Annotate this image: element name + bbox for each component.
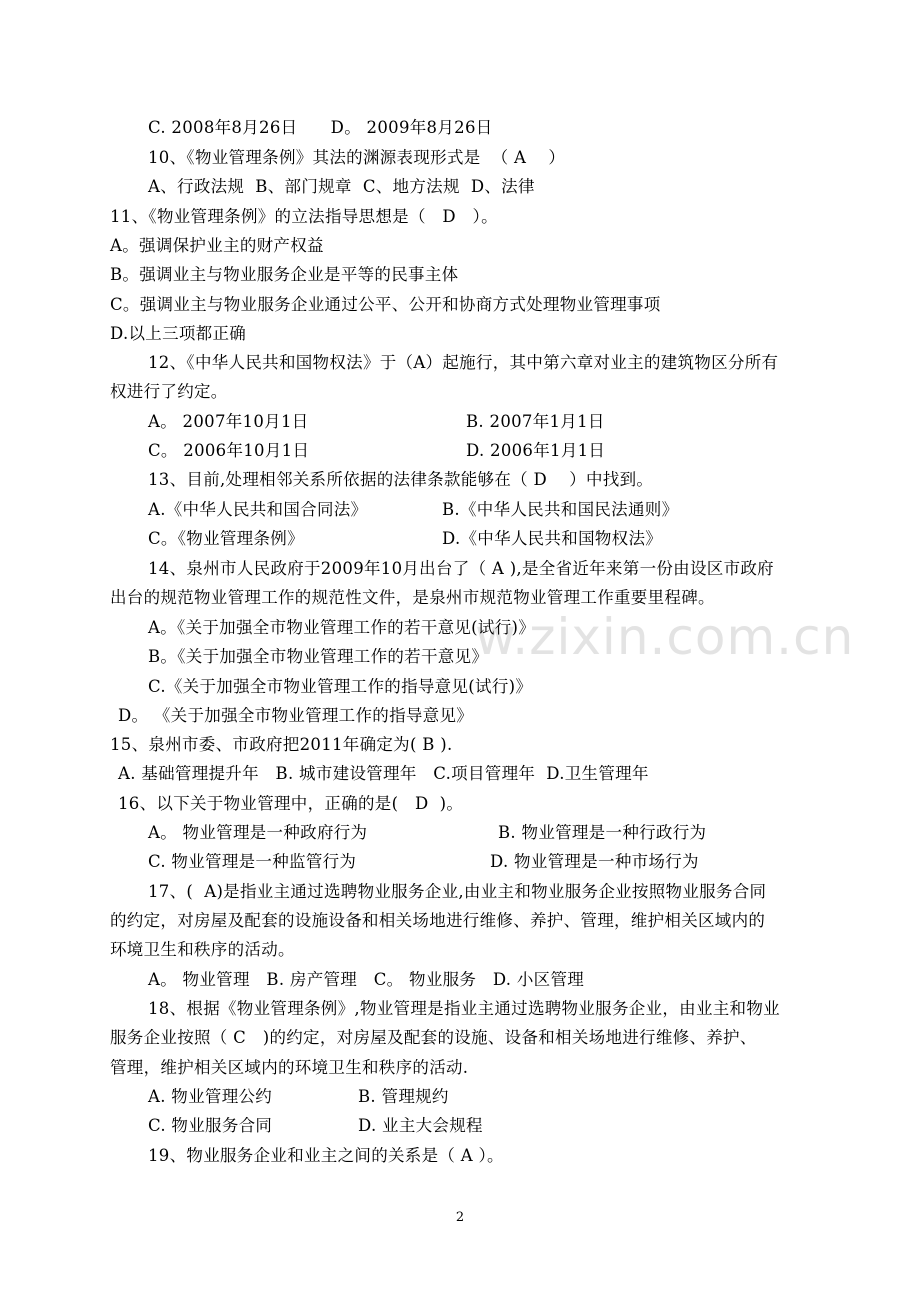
option-18a: A. 物业管理公约 <box>148 1087 273 1106</box>
option-13b: B.《中华人民共和国民法通则》 <box>442 500 679 519</box>
question-18-cont2: 管理，维护相关区域内的环境卫生和秩序的活动. <box>110 1058 469 1077</box>
option-12b: B. 2007年1月1日 <box>466 412 605 431</box>
option-13a: A.《中华人民共和国合同法》 <box>148 500 368 519</box>
question-14-cont: 出台的规范物业管理工作的规范性文件，是泉州市规范物业管理工作重要里程碑。 <box>110 588 715 607</box>
question-15: 15、泉州市委、市政府把2011年确定为( B ). <box>110 735 453 754</box>
option-18b: B. 管理规约 <box>358 1087 449 1106</box>
question-14: 14、泉州市人民政府于2009年10月出台了（ A ),是全省近年来第一份由设区市政府 <box>148 559 774 578</box>
option-14d: D。 《关于加强全市物业管理工作的指导意见》 <box>118 706 474 725</box>
question-10: 10、《物业管理条例》其法的渊源表现形式是 （ A ） <box>148 148 566 167</box>
question-12: 12、《中华人民共和国物权法》于（A）起施行，其中第六章对业主的建筑物区分所有 <box>148 353 779 372</box>
option-13c: C。《物业管理条例》 <box>148 529 304 548</box>
options-15: A. 基础管理提升年 B. 城市建设管理年 C.项目管理年 D.卫生管理年 <box>118 764 649 783</box>
option-12d: D. 2006年1月1日 <box>466 441 606 460</box>
question-17-cont2: 环境卫生和秩序的活动。 <box>110 940 295 959</box>
question-19: 19、物业服务企业和业主之间的关系是（ A ）。 <box>148 1146 504 1165</box>
option-11c: C。强调业主与物业服务企业通过公平、公开和协商方式处理物业管理事项 <box>110 295 661 314</box>
option-16d: D. 物业管理是一种市场行为 <box>490 852 699 871</box>
option-12c: C。 2006年10月1日 <box>148 441 310 460</box>
question-18: 18、根据《物业管理条例》,物业管理是指业主通过选聘物业服务企业，由业主和物业 <box>148 999 780 1018</box>
option-14a: A。《关于加强全市物业管理工作的若干意见(试行)》 <box>148 618 536 637</box>
option-13d: D.《中华人民共和国物权法》 <box>442 529 663 548</box>
question-18-cont1: 服务企业按照（ C )的约定，对房屋及配套的设施、设备和相关场地进行维修、养护、 <box>110 1028 757 1047</box>
question-12-cont: 权进行了约定。 <box>110 382 228 401</box>
option-12a: A。 2007年10月1日 <box>148 412 309 431</box>
options-10: A、行政法规 B、部门规章 C、地方法规 D、法律 <box>148 177 535 196</box>
option-11a: A。强调保护业主的财产权益 <box>110 236 324 255</box>
question-16: 16、以下关于物业管理中，正确的是( D )。 <box>118 794 464 813</box>
option-16c: C. 物业管理是一种监管行为 <box>148 852 357 871</box>
option-14b: B。《关于加强全市物业管理工作的若干意见》 <box>148 647 489 666</box>
option-18c: C. 物业服务合同 <box>148 1116 273 1135</box>
question-17: 17、( A)是指业主通过选聘物业服务企业,由业主和物业服务企业按照物业服务合同 <box>148 882 767 901</box>
option-11d: D.以上三项都正确 <box>110 324 247 343</box>
page-number: 2 <box>455 1210 465 1225</box>
option-14c: C.《关于加强全市物业管理工作的指导意见(试行)》 <box>148 677 533 696</box>
option-11b: B。强调业主与物业服务企业是平等的民事主体 <box>110 265 459 284</box>
options-17: A。 物业管理 B. 房产管理 C。 物业服务 D. 小区管理 <box>148 970 585 989</box>
question-13: 13、目前,处理相邻关系所依据的法律条款能够在（ D ）中找到。 <box>148 470 654 489</box>
option-18d: D. 业主大会规程 <box>358 1116 483 1135</box>
question-11: 11、《物业管理条例》的立法指导思想是（ D ）。 <box>110 207 498 226</box>
answer-line: C. 2008年8月26日 D。 2009年8月26日 <box>148 118 493 137</box>
option-16b: B. 物业管理是一种行政行为 <box>498 823 707 842</box>
option-16a: A。 物业管理是一种政府行为 <box>148 823 368 842</box>
question-17-cont1: 的约定，对房屋及配套的设施设备和相关场地进行维修、养护、管理，维护相关区域内的 <box>110 911 766 930</box>
watermark: w.zixin.com.cn <box>475 608 855 666</box>
